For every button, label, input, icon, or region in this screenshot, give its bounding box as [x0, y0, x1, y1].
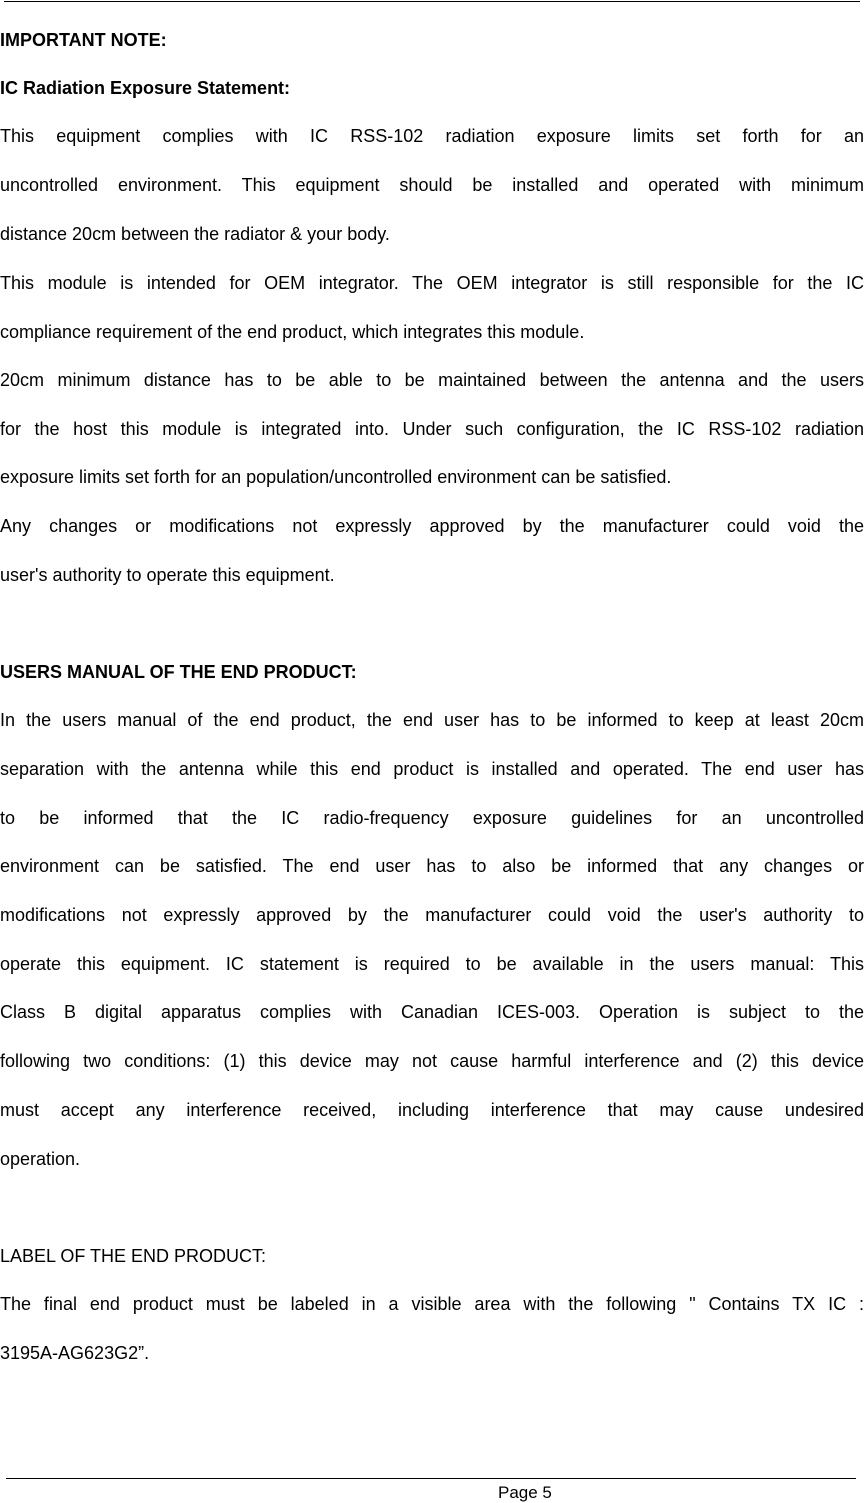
body-line: The final end product must be labeled in a visible area with the following " Contains TX IC :: [0, 1294, 864, 1314]
body-line: Any changes or modifications not expressly approved by the manufacturer could void the: [0, 516, 864, 536]
label-heading: LABEL OF THE END PRODUCT:: [0, 1246, 267, 1266]
body-line: 3195A-AG623G2”.: [0, 1343, 150, 1363]
body-line: distance 20cm between the radiator & your body.: [0, 224, 390, 244]
body-line: In the users manual of the end product, the end user has to be informed to keep at least 20cm: [0, 710, 864, 730]
ic-statement-heading: IC Radiation Exposure Statement:: [0, 78, 291, 98]
body-line: compliance requirement of the end product, which integrates this module.: [0, 322, 585, 342]
body-line: to be informed that the IC radio-frequency exposure guidelines for an uncontrolled: [0, 808, 864, 828]
body-line: environment can be satisfied. The end user has to also be informed that any changes or: [0, 856, 864, 876]
body-line: modifications not expressly approved by the manufacturer could void the user's authority to: [0, 905, 864, 925]
body-line: This equipment complies with IC RSS-102 radiation exposure limits set forth for an: [0, 126, 864, 146]
body-line: operation.: [0, 1149, 81, 1169]
body-line: user's authority to operate this equipment.: [0, 565, 335, 585]
body-line: must accept any interference received, including interference that may cause undesired: [0, 1100, 864, 1120]
page-number: Page 5: [498, 1483, 552, 1502]
users-manual-heading: USERS MANUAL OF THE END PRODUCT:: [0, 662, 357, 682]
body-line: for the host this module is integrated into. Under such configuration, the IC RSS-102 radiation: [0, 419, 864, 439]
body-line: Class B digital apparatus complies with Canadian ICES-003. Operation is subject to the: [0, 1002, 864, 1022]
body-line: separation with the antenna while this end product is installed and operated. The end user has: [0, 759, 864, 779]
top-rule: [4, 1, 860, 2]
body-line: This module is intended for OEM integrator. The OEM integrator is still responsible for the IC: [0, 273, 864, 293]
body-line: following two conditions: (1) this device may not cause harmful interference and (2) this device: [0, 1051, 864, 1071]
important-note-heading: IMPORTANT NOTE:: [0, 30, 167, 50]
body-line: 20cm minimum distance has to be able to be maintained between the antenna and the users: [0, 370, 864, 390]
body-line: exposure limits set forth for an population/uncontrolled environment can be satisfied.: [0, 467, 672, 487]
footer-rule: [6, 1478, 856, 1479]
body-line: operate this equipment. IC statement is required to be available in the users manual: This: [0, 954, 864, 974]
body-line: uncontrolled environment. This equipment should be installed and operated with minimum: [0, 175, 864, 195]
